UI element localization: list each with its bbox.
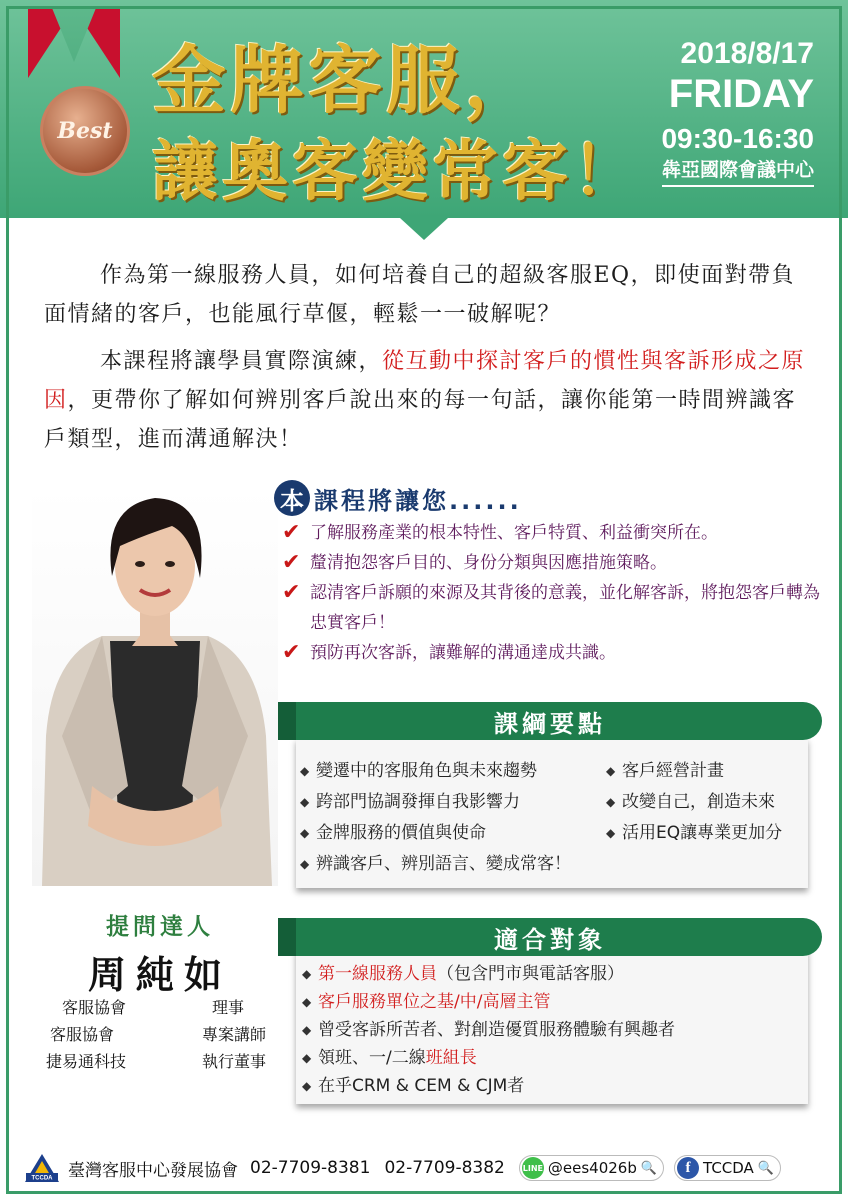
bullet-icon: ◆ [302, 1079, 312, 1093]
speaker-photo [32, 486, 278, 886]
facebook-id-text: TCCDA [703, 1159, 754, 1177]
title-line-2: 讓奧客變常客！ [152, 132, 642, 210]
bullet-icon: ◆ [302, 1023, 312, 1037]
header-notch [400, 218, 448, 240]
audience-highlight: 班組長 [425, 1048, 477, 1068]
speaker-org: 客服協會 [50, 1025, 115, 1044]
medal-text: Best [57, 118, 113, 144]
footer [24, 1150, 824, 1186]
bullet-icon: ◆ [606, 795, 616, 809]
audience-item [302, 1016, 802, 1044]
bullet-icon: ◆ [300, 764, 310, 778]
audience-highlight: 第一線服務人員 [318, 964, 437, 984]
goal-text: 認清客戶訴願的來源及其背後的意義，並化解客訴，將抱怨客戶轉為忠實客戶！ [310, 583, 820, 633]
audience-list [302, 960, 802, 1100]
search-icon: 🔍 [757, 1160, 774, 1176]
footer-phone-1[interactable]: 02-7709-8381 [250, 1158, 371, 1178]
speaker-role: 提問達人 [106, 913, 214, 940]
goal-item [282, 638, 822, 668]
speaker-org: 客服協會 [62, 998, 127, 1017]
outline-item [606, 787, 816, 818]
audience-text: 在乎CRM & CEM & CJM者 [318, 1076, 525, 1096]
bullet-icon: ◆ [302, 967, 312, 981]
audience-title: 適合對象 [494, 925, 606, 954]
speaker-org: 捷易通科技 [46, 1052, 127, 1071]
best-medal-icon [40, 86, 130, 176]
logo-text: TCCDA [31, 1175, 53, 1182]
bullet-icon: ◆ [300, 857, 310, 871]
audience-item [302, 960, 802, 988]
goal-text: 預防再次客訴，讓難解的溝通達成共識。 [310, 643, 616, 663]
title-line-1: 金牌客服， [152, 38, 542, 124]
intro-text [44, 256, 814, 467]
audience-item [302, 988, 802, 1016]
outline-item-text: 跨部門協調發揮自我影響力 [316, 792, 520, 812]
outline-item-text: 客戶經營計畫 [622, 761, 724, 781]
outline-item-text: 活用EQ讓專業更加分 [622, 823, 783, 843]
outline-item [300, 756, 600, 787]
goals-list [282, 518, 822, 668]
audience-text: 曾受客訴所苦者、對創造優質服務體驗有興趣者 [318, 1020, 675, 1040]
intro-paragraph-1: 作為第一線服務人員，如何培養自己的超級客服EQ，即使面對帶負面情緒的客戶，也能風行草偃，輕鬆一一破解呢？ [44, 263, 796, 327]
goal-item [282, 578, 822, 638]
speaker-title-row [46, 1021, 266, 1048]
bullet-icon: ◆ [606, 764, 616, 778]
goal-item [282, 548, 822, 578]
facebook-icon: f [677, 1157, 699, 1179]
goals-heading [274, 480, 522, 516]
speaker-position: 執行董事 [201, 1052, 266, 1071]
goal-item [282, 518, 822, 548]
outline-item-text: 金牌服務的價值與使命 [316, 823, 486, 843]
goal-text: 了解服務產業的根本特性、客戶特質、利益衝突所在。 [310, 523, 718, 543]
outline-item-text: 改變自己，創造未來 [622, 792, 775, 812]
audience-highlight: 客戶服務單位之基/中/高層主管 [318, 992, 551, 1012]
line-icon: LINE [522, 1157, 544, 1179]
checkmark-icon: ✔ [282, 550, 301, 575]
outline-item [606, 756, 816, 787]
speaker-position: 專案講師 [201, 1025, 266, 1044]
audience-heading-bar [278, 918, 822, 956]
intro-p2-start: 本課程將讓學員實際演練， [100, 349, 383, 374]
facebook-link[interactable] [674, 1155, 781, 1181]
bullet-icon: ◆ [606, 826, 616, 840]
line-id-link[interactable] [519, 1155, 664, 1181]
goal-text: 釐清抱怨客戶目的、身份分類與因應措施策略。 [310, 553, 667, 573]
search-icon: 🔍 [640, 1160, 658, 1176]
speaker-title-row [46, 994, 266, 1021]
intro-paragraph-2 [44, 342, 814, 459]
audience-item [302, 1044, 802, 1072]
speaker-title-row [46, 1048, 266, 1075]
goals-badge: 本 [274, 480, 310, 516]
event-venue: 犇亞國際會議中心 [662, 158, 814, 187]
event-weekday: FRIDAY [668, 72, 814, 116]
bullet-icon: ◆ [300, 795, 310, 809]
intro-p2-end: ，更帶你了解如何辨別客戶說出來的每一句話，讓你能第一時間辨識客戶類型，進而溝通解決！ [44, 388, 797, 452]
line-id-text: @ees4026b [547, 1159, 637, 1177]
outline-title: 課綱要點 [494, 709, 606, 738]
outline-item-text: 變遷中的客服角色與未來趨勢 [316, 761, 537, 781]
checkmark-icon: ✔ [282, 580, 301, 605]
event-date: 2018/8/17 [680, 37, 814, 70]
footer-org: 臺灣客服中心發展協會 [68, 1160, 238, 1181]
speaker-name: 周純如 [87, 952, 232, 997]
speaker-position: 理事 [211, 998, 244, 1017]
event-time: 09:30-16:30 [661, 123, 814, 154]
event-info [624, 36, 814, 187]
checkmark-icon: ✔ [282, 520, 301, 545]
outline-item [300, 787, 600, 818]
outline-item [300, 818, 600, 849]
audience-item [302, 1072, 802, 1100]
bullet-icon: ◆ [302, 1051, 312, 1065]
bullet-icon: ◆ [300, 826, 310, 840]
footer-phone-2[interactable]: 02-7709-8382 [384, 1158, 505, 1178]
goals-title-text: 課程將讓您...... [314, 486, 522, 515]
audience-text: （包含門市與電話客服） [437, 964, 624, 984]
outline-item-text: 辨識客戶、辨別語言、變成常客！ [316, 854, 571, 874]
speaker-titles [46, 994, 266, 1075]
outline-item [300, 849, 810, 880]
intro-p2-highlight: 從互動中探討客戶的慣性與客訴形成之原因 [44, 349, 806, 413]
tccda-logo-icon [24, 1153, 60, 1183]
outline-item [606, 818, 816, 849]
checkmark-icon: ✔ [282, 640, 301, 665]
outline-heading-bar [278, 702, 822, 740]
bullet-icon: ◆ [302, 995, 312, 1009]
audience-text: 領班、一/二線 [318, 1048, 426, 1068]
